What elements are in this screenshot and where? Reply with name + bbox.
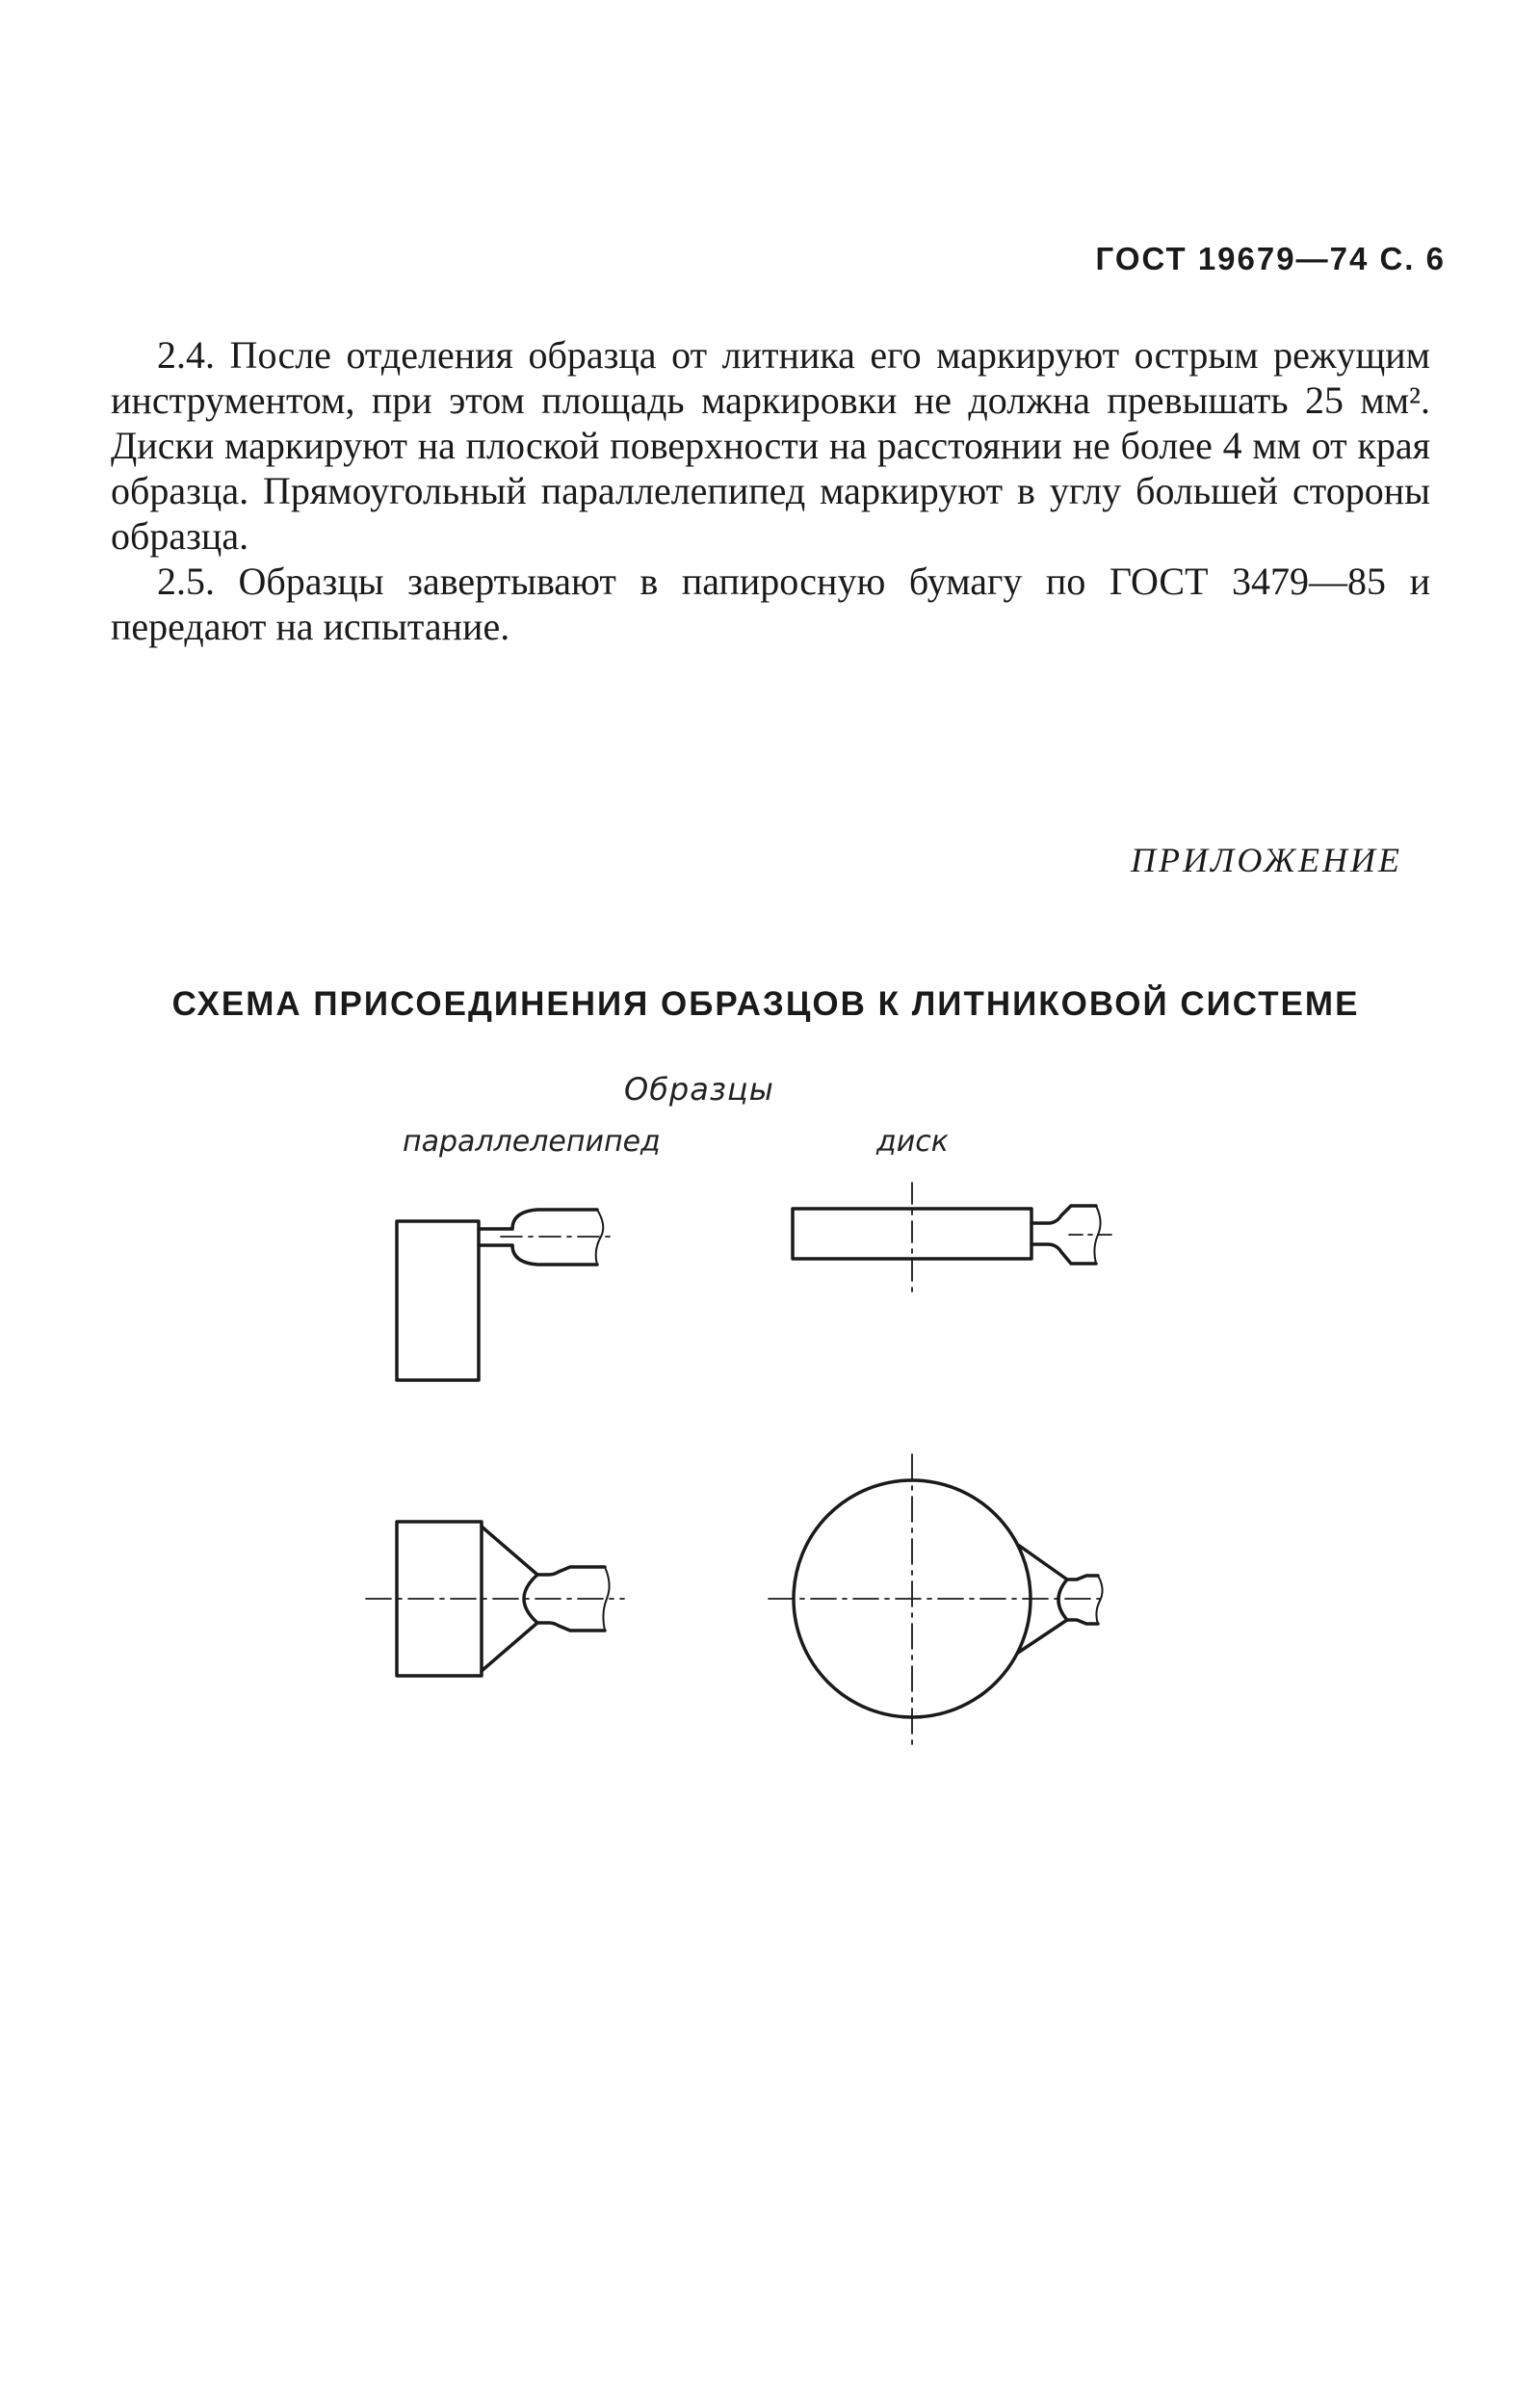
disc-gate: [1031, 1206, 1096, 1264]
parallelepiped-side-view: [397, 1210, 616, 1380]
disc-runner-bulb: [1058, 1579, 1067, 1620]
runner-break: [603, 1567, 609, 1631]
disc-runner-neck: [1067, 1576, 1098, 1624]
parallelepiped-label: параллелепипед: [403, 1125, 661, 1159]
scheme-title: СХЕМА ПРИСОЕДИНЕНИЯ ОБРАЗЦОВ К ЛИТНИКОВОЙ СИСТЕМЕ: [171, 985, 1360, 1023]
paragraph-2-4: 2.4. После отделения образца от литника его маркируют острым режущим инструментом, при этом площадь маркировки не должна превышать 25 мм². Диски маркируют на плоской поверхности на расстоянии не более 4 мм от края образца. Прямоугольный параллелепипед маркируют в углу большей стороны образца.: [111, 333, 1430, 558]
document-reference: ГОСТ 19679—74 С. 6: [1095, 241, 1446, 276]
disc-label: диск: [876, 1125, 949, 1159]
appendix-label: ПРИЛОЖЕНИЕ: [1131, 841, 1402, 879]
disc-side-view: [793, 1183, 1117, 1292]
samples-label: Образцы: [624, 1071, 774, 1108]
parallelepiped-body: [397, 1221, 479, 1380]
paragraph-2-5: 2.5. Образцы завертывают в папиросную бумагу по ГОСТ 3479—85 и передают на испытание.: [111, 560, 1430, 648]
runner-break: [1096, 1576, 1102, 1624]
disc-top-view: [769, 1454, 1108, 1745]
parallelepiped-top-view: [366, 1522, 624, 1676]
